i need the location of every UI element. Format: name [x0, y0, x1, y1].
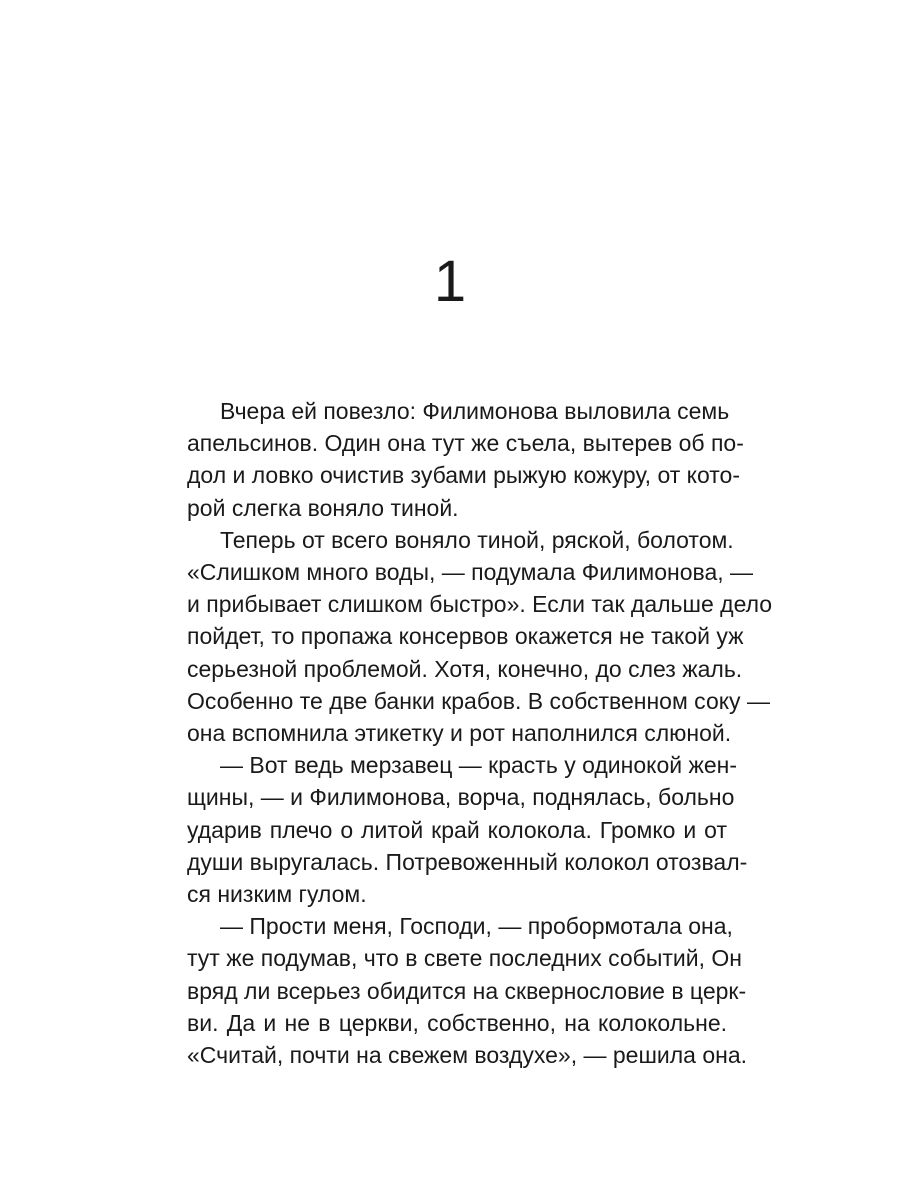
- text-line: щины, — и Филимонова, ворча, поднялась, больно: [187, 784, 735, 811]
- text-line: пойдет, то пропажа консервов окажется не такой уж: [187, 623, 744, 650]
- text-line: дол и ловко очистив зубами рыжую кожуру, от кото-: [187, 462, 740, 489]
- text-line: Особенно те две банки крабов. В собственном соку —: [187, 687, 770, 714]
- text-line: «Считай, почти на свежем воздухе», — решила она.: [187, 1042, 748, 1069]
- text-line: она вспомнила этикетку и рот наполнился слюной.: [187, 720, 732, 747]
- text-line: тут же подумав, что в свете последних событий, Он: [187, 945, 742, 972]
- text-line: — Вот ведь мерзавец — красть у одинокой жен-: [220, 752, 738, 779]
- paragraph-3: [187, 749, 748, 910]
- text-line: вряд ли всерьез обидится на сквернословие в церк-: [187, 977, 747, 1004]
- text-line: «Слишком много воды, — подумала Филимонова, —: [187, 559, 754, 586]
- text-line: ся низким гулом.: [187, 881, 367, 908]
- text-line: души выругалась. Потревоженный колокол отозвал-: [187, 848, 748, 875]
- paragraph-4: [187, 910, 748, 1071]
- chapter-number: 1: [433, 249, 467, 314]
- text-line: ударив плечо о литой край колокола. Громко и от: [187, 816, 727, 843]
- text-line: и прибывает слишком быстро». Если так дальше дело: [187, 591, 773, 618]
- paragraph-2: [187, 524, 773, 749]
- text-line: рой слегка воняло тиной.: [187, 494, 459, 521]
- text-line: серьезной проблемой. Хотя, конечно, до слез жаль.: [187, 655, 743, 682]
- text-line: Вчера ей повезло: Филимонова выловила семь: [220, 398, 730, 424]
- text-line: ви. Да и не в церкви, собственно, на колокольне.: [187, 1009, 727, 1036]
- text-line: Теперь от всего воняло тиной, ряской, болотом.: [220, 526, 734, 553]
- chapter-text: [187, 395, 773, 1071]
- text-line: — Прости меня, Господи, — пробормотала она,: [220, 913, 733, 940]
- text-line: апельсинов. Один она тут же съела, вытерев об по-: [187, 430, 744, 457]
- paragraph-1: [187, 395, 744, 524]
